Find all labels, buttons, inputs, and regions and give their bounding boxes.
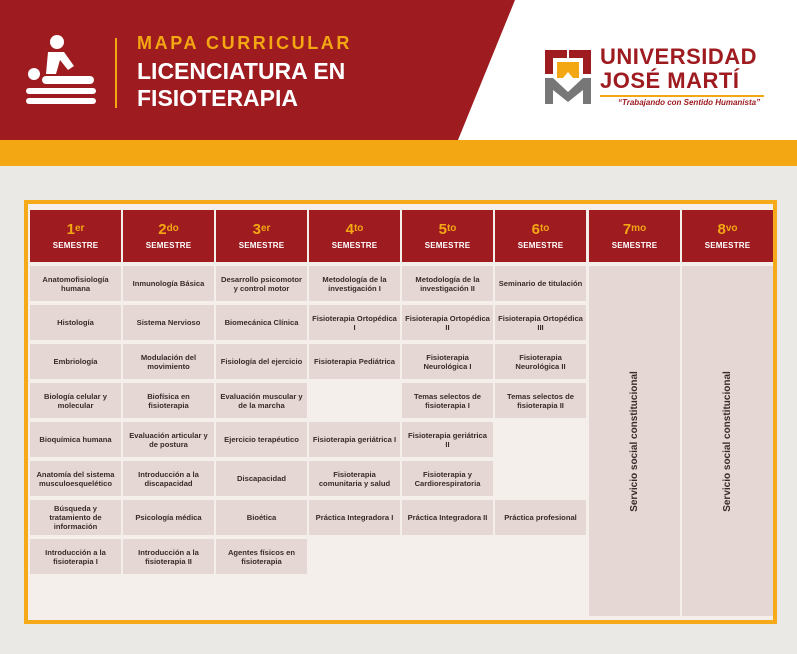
course-cell: Fisioterapia Ortopédica III [495, 305, 586, 340]
course-cell: Fisiología del ejercicio [216, 344, 307, 379]
semester-number [717, 222, 737, 238]
semester-header-4 [309, 210, 400, 262]
semester-label: SEMESTRE [238, 241, 285, 250]
course-cell: Evaluación articular y de postura [123, 422, 214, 457]
course-cell: Psicología médica [123, 500, 214, 535]
course-cell: Anatomía del sistema musculoesquelético [30, 461, 121, 496]
semester-number-suffix: mo [631, 223, 647, 234]
semester-number-suffix: er [260, 223, 271, 234]
course-cell: Embriología [30, 344, 121, 379]
orange-band [0, 140, 797, 166]
semester-header-3 [216, 210, 307, 262]
semester-label: SEMESTRE [52, 241, 99, 250]
course-cell: Fisioterapia geriátrica I [309, 422, 400, 457]
semester-label: SEMESTRE [517, 241, 564, 250]
course-cell: Modulación del movimiento [123, 344, 214, 379]
semester-number-digit: 5 [438, 221, 447, 238]
course-cell: Metodología de la investigación II [402, 266, 493, 301]
semester-number [158, 222, 179, 238]
course-cell: Seminario de titulación [495, 266, 586, 301]
course-cell: Inmunología Básica [123, 266, 214, 301]
course-cell: Fisioterapia geriátrica II [402, 422, 493, 457]
semester-label: SEMESTRE [424, 241, 471, 250]
semester-number-digit: 8 [717, 221, 726, 238]
course-cell: Bioquímica humana [30, 422, 121, 457]
title-mapa-curricular: MAPA CURRICULAR [137, 33, 352, 53]
semester-number-suffix: to [539, 223, 550, 234]
semester-number-digit: 6 [531, 221, 540, 238]
course-cell: Introducción a la discapacidad [123, 461, 214, 496]
course-cell: Fisioterapia Pediátrica [309, 344, 400, 379]
curriculum-grid [28, 204, 773, 620]
course-cell: Anatomofisiología humana [30, 266, 121, 301]
servicio-social-block-8 [682, 266, 773, 616]
course-cell: Fisioterapia Neurológica II [495, 344, 586, 379]
semester-number-digit: 2 [158, 221, 167, 238]
semester-number-suffix: vo [725, 223, 738, 234]
course-cell: Práctica Integradora I [309, 500, 400, 535]
semester-label: SEMESTRE [145, 241, 192, 250]
semester-number-suffix: to [446, 223, 457, 234]
university-logo-icon [543, 48, 593, 106]
semester-header-5 [402, 210, 493, 262]
semester-number-digit: 4 [345, 221, 354, 238]
course-cell: Histología [30, 305, 121, 340]
semester-header-7 [589, 210, 680, 262]
course-cell: Biomecánica Clínica [216, 305, 307, 340]
semester-number-suffix: do [166, 223, 179, 234]
semester-number-digit: 7 [622, 221, 632, 238]
semester-label: SEMESTRE [611, 241, 658, 250]
course-cell: Bioética [216, 500, 307, 535]
semester-number-suffix: er [74, 223, 85, 234]
course-cell: Biofísica en fisioterapia [123, 383, 214, 418]
servicio-social-label: Servicio social constitucional [629, 370, 641, 512]
course-cell: Fisioterapia Ortopédica II [402, 305, 493, 340]
course-cell: Agentes físicos en fisioterapia [216, 539, 307, 574]
course-cell: Fisioterapia Neurológica I [402, 344, 493, 379]
course-cell: Fisioterapia Ortopédica I [309, 305, 400, 340]
semester-number [67, 222, 85, 238]
course-cell: Biología celular y molecular [30, 383, 121, 418]
course-cell: Evaluación muscular y de la marcha [216, 383, 307, 418]
semester-header-8 [682, 210, 773, 262]
semester-label: SEMESTRE [331, 241, 378, 250]
course-cell: Temas selectos de fisioterapia II [495, 383, 586, 418]
header [0, 0, 797, 140]
semester-header-6 [495, 210, 586, 262]
curriculum-frame [24, 200, 777, 624]
course-cell: Temas selectos de fisioterapia I [402, 383, 493, 418]
course-cell: Fisioterapia y Cardiorespiratoria [402, 461, 493, 496]
semester-number [439, 222, 457, 238]
title-program: LICENCIATURA EN FISIOTERAPIA [137, 58, 346, 111]
semester-header-2 [123, 210, 214, 262]
logo-universidad: UNIVERSIDAD [600, 44, 758, 69]
course-cell: Introducción a la fisioterapia I [30, 539, 121, 574]
servicio-social-block-7 [589, 266, 680, 616]
logo-slogan: “Trabajando con Sentido Humanista” [618, 98, 761, 107]
course-cell: Búsqueda y tratamiento de información [30, 500, 121, 535]
course-cell: Sistema Nervioso [123, 305, 214, 340]
logo-rule [600, 95, 764, 97]
header-divider [115, 38, 117, 108]
semester-number [623, 222, 646, 238]
semester-header-1 [30, 210, 121, 262]
physiotherapy-massage-icon [20, 30, 100, 110]
course-cell: Ejercicio terapéutico [216, 422, 307, 457]
semester-number [346, 222, 364, 238]
semester-number [253, 222, 271, 238]
course-cell: Metodología de la investigación I [309, 266, 400, 301]
course-cell: Fisioterapia comunitaria y salud [309, 461, 400, 496]
course-cell: Discapacidad [216, 461, 307, 496]
semester-number-digit: 1 [66, 221, 75, 238]
course-cell: Desarrollo psicomotor y control motor [216, 266, 307, 301]
semester-number [532, 222, 550, 238]
semester-number-suffix: to [353, 223, 364, 234]
course-cell: Práctica Integradora II [402, 500, 493, 535]
course-cell: Práctica profesional [495, 500, 586, 535]
servicio-social-label: Servicio social constitucional [722, 370, 734, 512]
semester-label: SEMESTRE [704, 241, 751, 250]
logo-jose-marti: JOSÉ MARTÍ [600, 68, 740, 93]
semester-number-digit: 3 [252, 221, 261, 238]
course-cell: Introducción a la fisioterapia II [123, 539, 214, 574]
